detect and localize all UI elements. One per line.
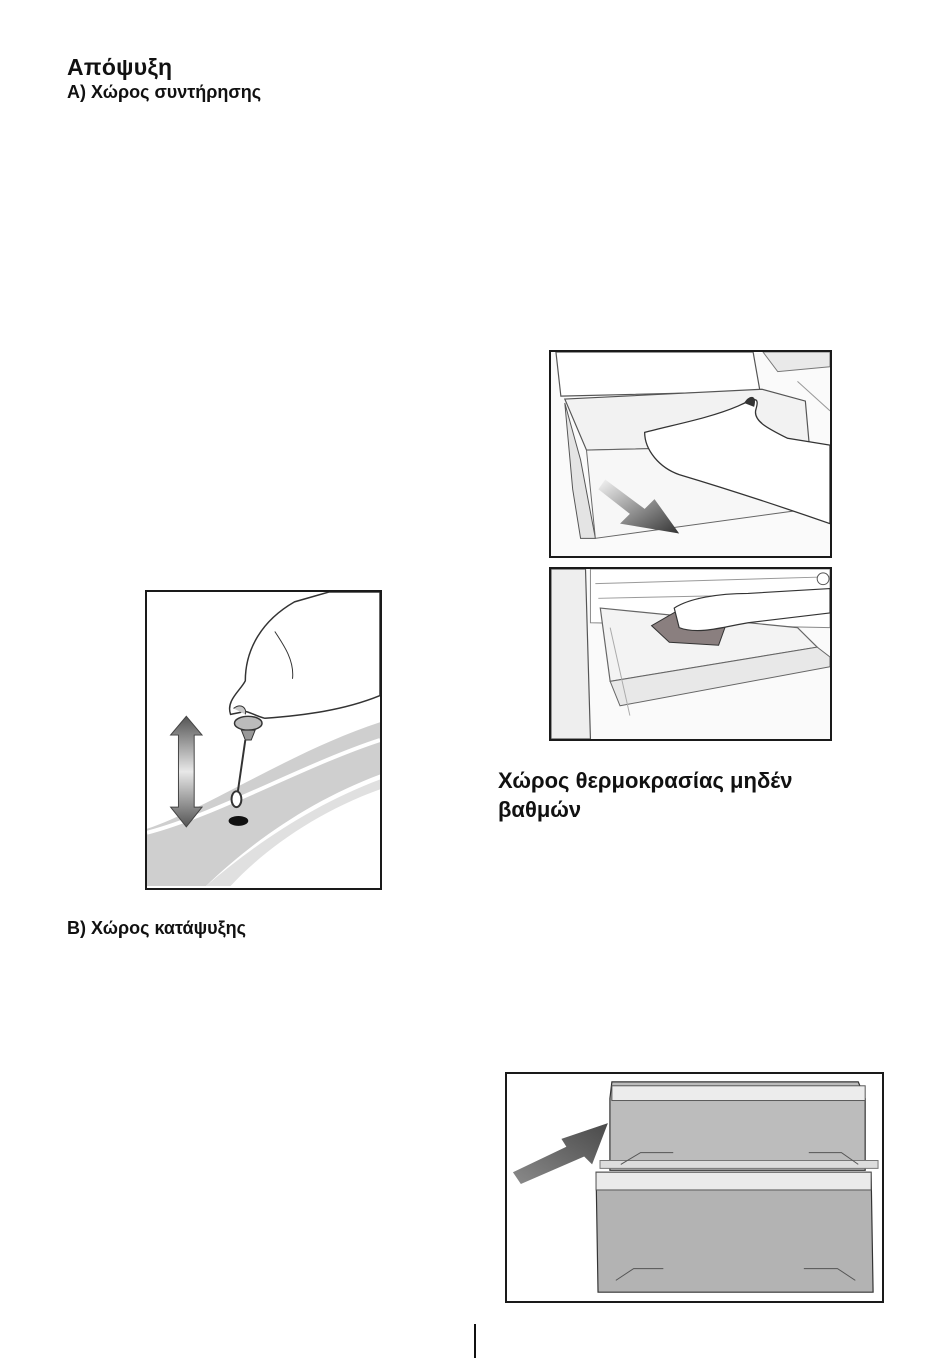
zero-degree-title-line2: βαθμών	[498, 797, 582, 822]
section-b-heading: B) Χώρος κατάψυξης	[67, 918, 246, 938]
crisper-wiping-illustration	[549, 567, 832, 741]
drain-cleaning-illustration	[145, 590, 382, 890]
zero-degree-title-line1: Χώρος θερμοκρασίας μηδέν	[498, 768, 793, 793]
crisper-removal-illustration	[549, 350, 832, 558]
page-divider	[474, 1324, 476, 1358]
freezer-drawer-illustration	[505, 1072, 884, 1303]
section-a-heading: A) Χώρος συντήρησης	[67, 82, 262, 102]
zero-degree-section-title	[498, 766, 878, 824]
page-title: Απόψυξη	[67, 54, 173, 80]
